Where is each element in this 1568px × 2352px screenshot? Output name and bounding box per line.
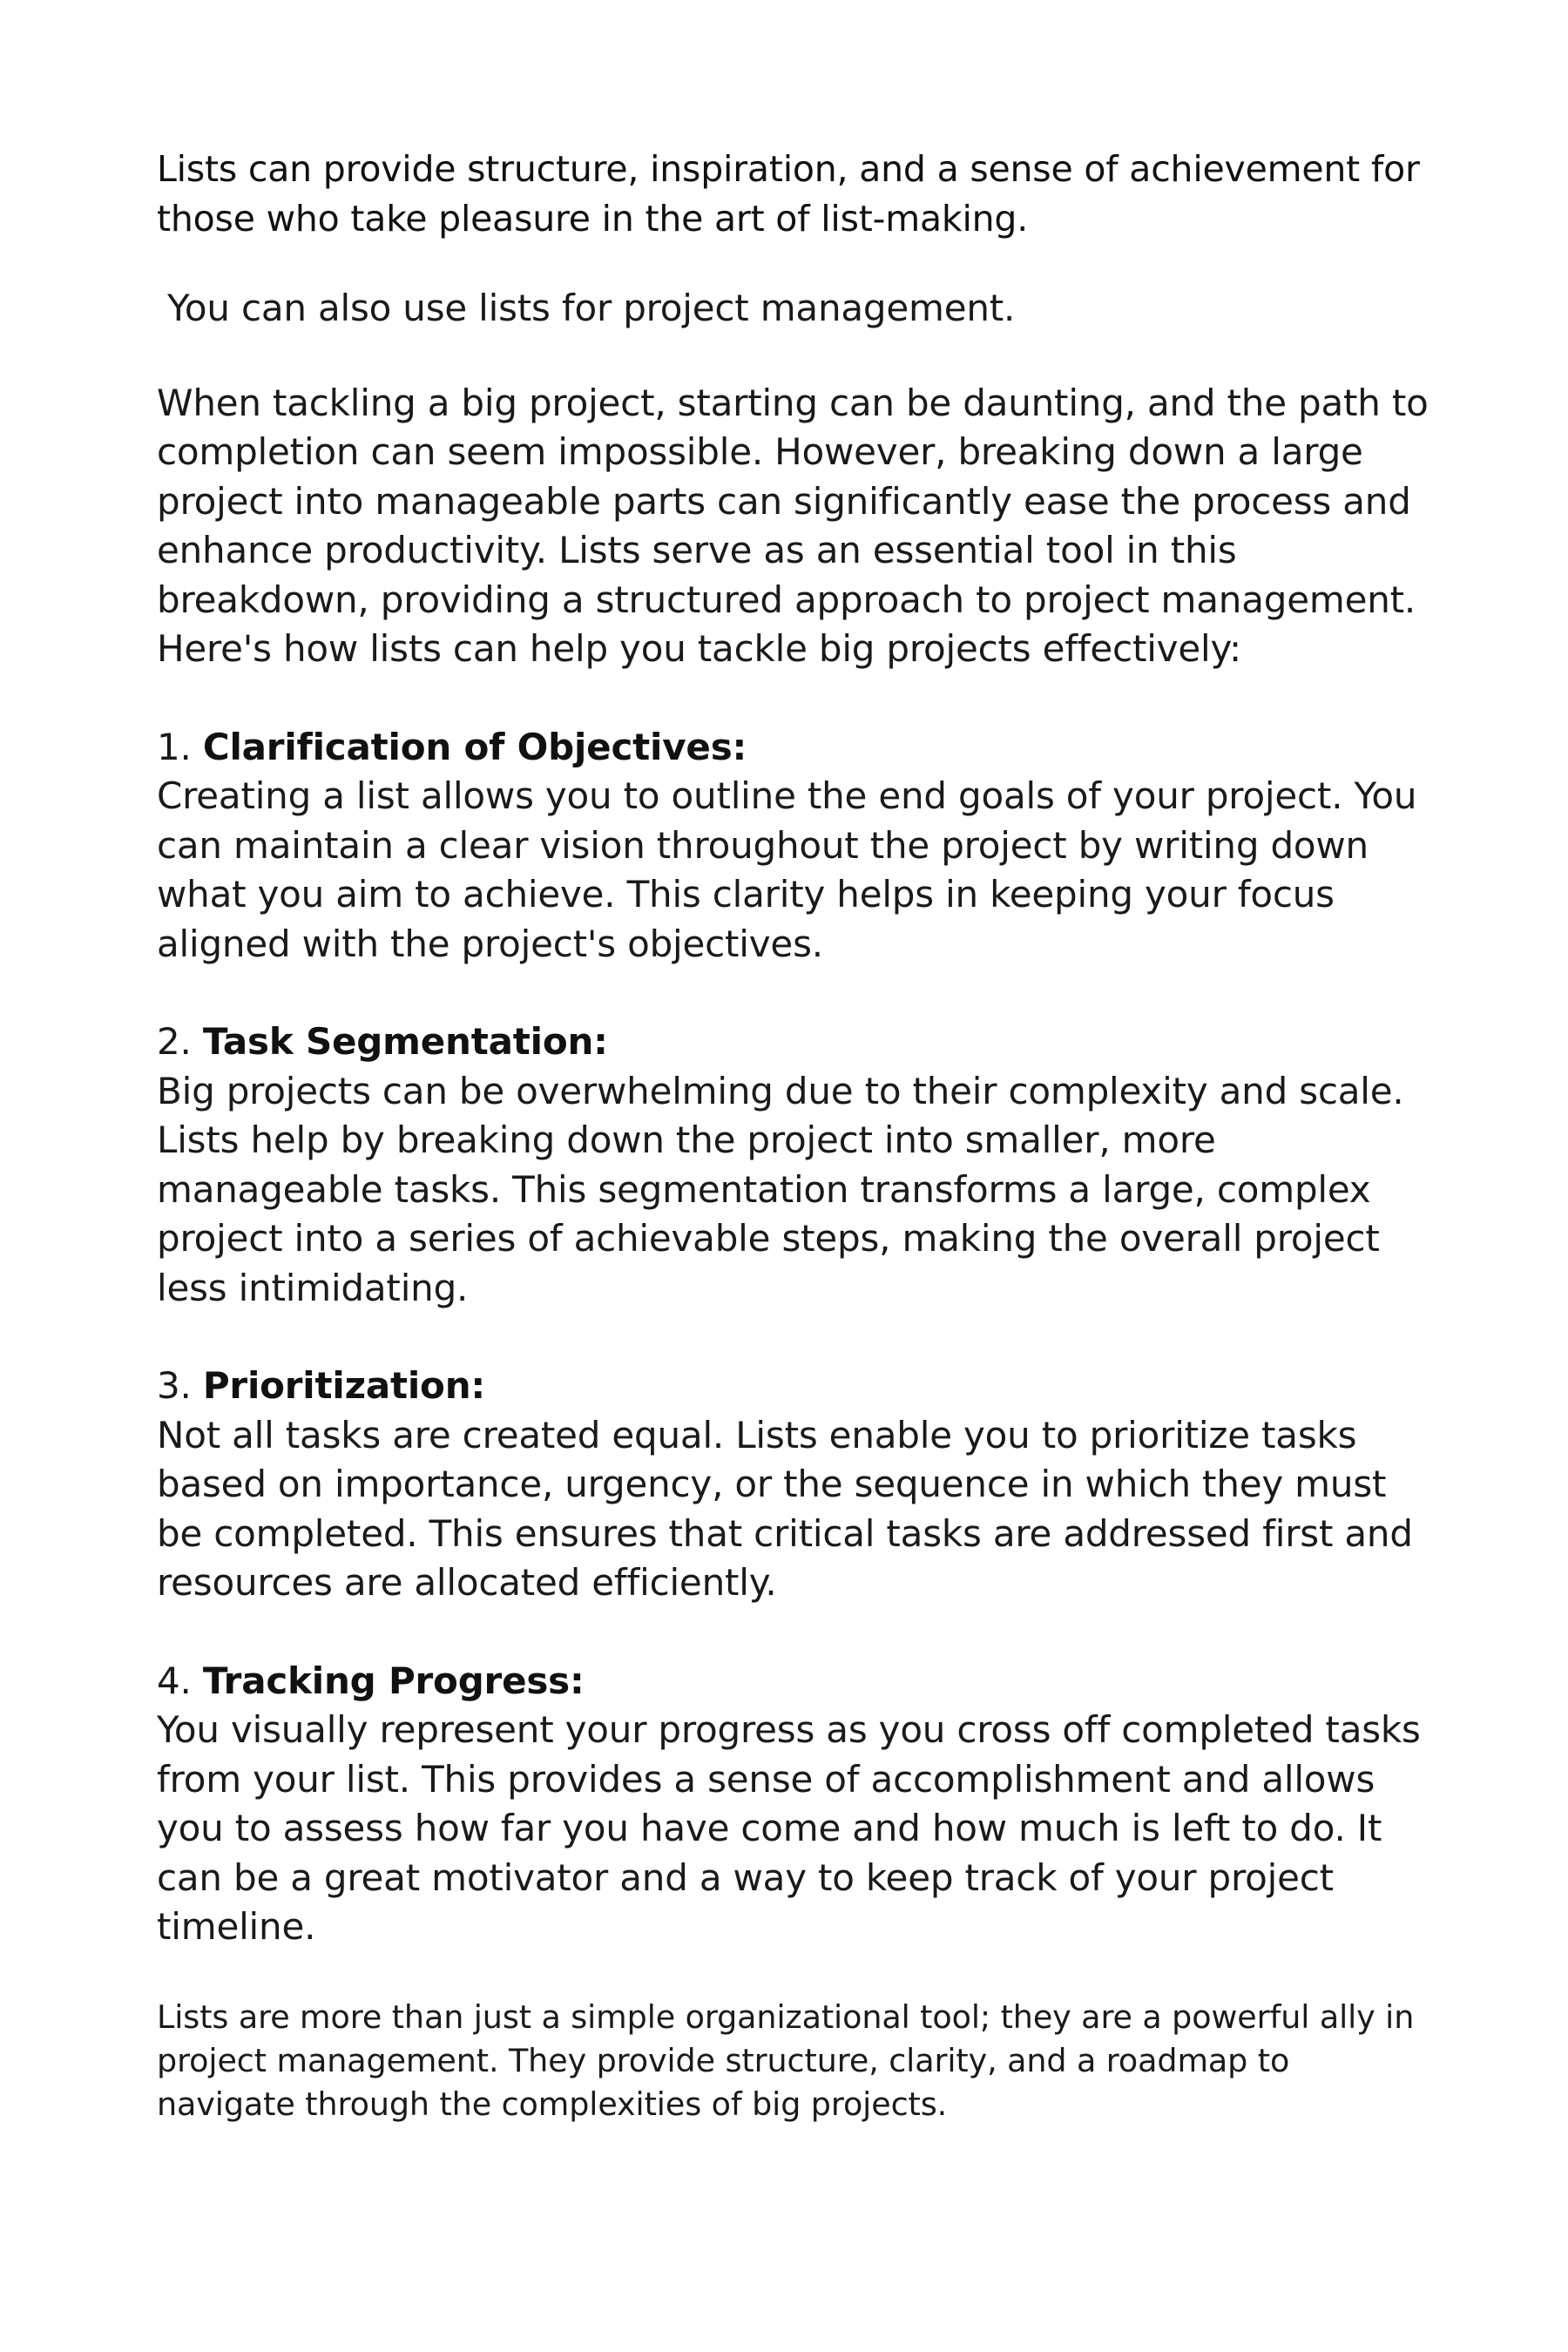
section-text: You visually represent your progress as you cross off completed tasks from your list. This provides a sense of accomplishment and allows you to assess how far you have come and how much is left to do. It can be a great motivator and a way to keep track of your project timeline.	[157, 1708, 1421, 1948]
intro-paragraph: Lists can provide structure, inspiration, and a sense of achievement for those who take pleasure in the art of list-making.	[157, 148, 1420, 240]
document-page	[157, 145, 1429, 2158]
section-number: 3.	[157, 1364, 192, 1407]
section-number: 4.	[157, 1659, 192, 1702]
section-number: 1.	[157, 725, 192, 768]
body-paragraph: When tackling a big project, starting can be daunting, and the path to completion can seem impossible. However, breaking down a large project into manageable parts can significantly ease the process and enhance productivity. Lists serve as an essential tool in this breakdown, providing a structured approach to project management. Here's how lists can help you tackle big projects effectively:	[157, 381, 1429, 670]
section-tracking-progress	[157, 1657, 1429, 1952]
section-heading	[157, 723, 1429, 773]
section-text: Not all tasks are created equal. Lists enable you to prioritize tasks based on importance, urgency, or the sequence in which they must be completed. This ensures that critical tasks are addressed first and resources are allocated efficiently.	[157, 1413, 1413, 1604]
section-title: Prioritization:	[202, 1364, 485, 1407]
section-clarification	[157, 723, 1429, 970]
section-heading	[157, 1362, 1429, 1411]
section-title: Task Segmentation:	[202, 1020, 608, 1063]
subline-paragraph: You can also use lists for project management.	[167, 287, 1016, 329]
section-number: 2.	[157, 1020, 192, 1063]
section-title: Tracking Progress:	[202, 1659, 585, 1702]
section-title: Clarification of Objectives:	[202, 725, 747, 768]
section-text: Big projects can be overwhelming due to their complexity and scale. Lists help by breaking down the project into smaller, more manageable tasks. This segmentation transforms a large, complex project into a series of achievable steps, making the overall project less intimidating.	[157, 1069, 1404, 1309]
section-text: Creating a list allows you to outline the end goals of your project. You can maintain a clear vision throughout the project by writing down what you aim to achieve. This clarity helps in keeping your focus aligned with the project's objectives.	[157, 774, 1417, 965]
closing-paragraph: Lists are more than just a simple organizational tool; they are a powerful ally in project management. They provide structure, clarity, and a roadmap to navigate through the complexities of big projects.	[157, 1997, 1415, 2123]
section-heading	[157, 1017, 1429, 1067]
section-heading	[157, 1657, 1429, 1707]
section-task-segmentation	[157, 1017, 1429, 1313]
section-prioritization	[157, 1362, 1429, 1608]
